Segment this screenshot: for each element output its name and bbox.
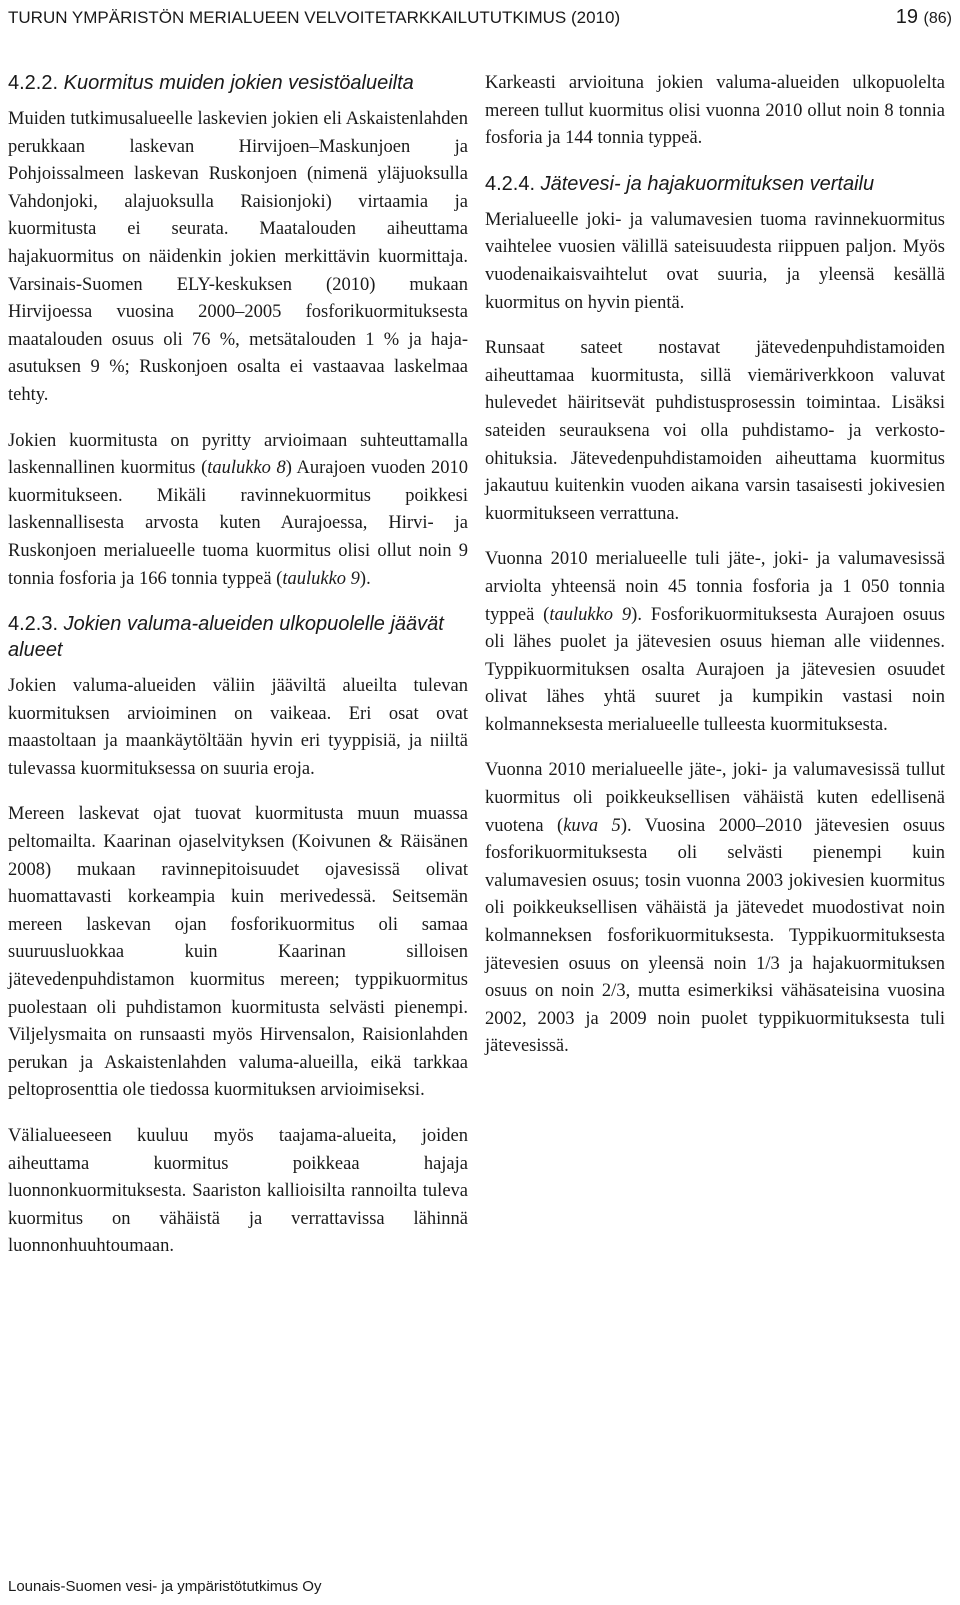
left-column: [8, 70, 468, 1279]
paragraph: [485, 757, 945, 1061]
section-title: Kuormitus muiden jokien vesistöalueilta: [63, 72, 414, 94]
paragraph: Jokien valuma-alueiden väliin jääviltä alueilta tulevan kuormituksen arvioiminen on vaikeaa. Eri osat ovat maastoltaan ja maankäytöltään hyvin eri tyyppisiä, ja niiltä tulevassa kuormituksessa on suuria eroja.: [8, 676, 468, 779]
page-number-total: (86): [923, 10, 952, 27]
page-number: [896, 6, 952, 29]
figure-reference: kuva 5: [563, 815, 621, 836]
page-number-current: 19: [895, 6, 918, 28]
section-heading-4-2-2: [8, 70, 468, 96]
paragraph: Muiden tutkimusalueelle laskevien jokien eli Askaistenlahden perukkaan laskevan Hirvijoen–Maskunjoen ja Pohjoissalmeen laskevan Ruskonjoen (nimenä yläjuoksulla Vahdonjoki, alajuoksulla Raisionjoki) virtaamia ja kuormitusta ei seurata. Maatalouden aiheuttama hajakuormitus on näidenkin jokien merkittävin kuormittaja. Varsinais-Suomen ELY-keskuksen (2010) mukaan Hirvijoessa vuosina 2000–2005 fosforikuormituksesta maatalouden osuus oli 76 %, metsätalouden 1 % ja haja-asutuksen 9 %; Ruskonjoen osalta ei vastaavaa laskelmaa tehty.: [8, 109, 468, 405]
page-footer: Lounais-Suomen vesi- ja ympäristötutkimus Oy: [8, 1578, 322, 1595]
paragraph: [8, 428, 468, 594]
table-reference: taulukko 8: [207, 458, 286, 479]
paragraph: Mereen laskevat ojat tuovat kuormitusta muun muassa peltomailta. Kaarinan ojaselvityksen (Koivunen & Räisänen 2008) mukaan ravinnepitoisuudet ojavesissä olivat huomattavasti korkeampia kuin merivedessä. Seitsemän mereen laskevan ojan fosforikuormitus oli samaa suuruusluokkaa kuin Kaarinan silloisen jätevedenpuhdistamon kuormitus mereen; typpikuormitus puolestaan oli puhdistamon kuormitusta selvästi pienempi. Viljelysmaita on runsaasti myös Hirvensalon, Raisionlahden perukan ja Askaistenlahden valuma-alueilla, eikä tarkkaa peltoprosenttia ole tiedossa kuormituksen arvioimiseksi.: [8, 804, 468, 1101]
paragraph: Välialueeseen kuuluu myös taajama-alueita, joiden aiheuttama kuormitus poikkeaa hajaja luonnonkuormituksesta. Saariston kallioisilta rannoilta tuleva kuormitus on vähäistä ja verrattavissa lähinnä luonnonhuuhtoumaan.: [8, 1126, 468, 1257]
section-number: 4.2.3.: [8, 613, 59, 636]
text-run: ) Aurajoen vuoden 2010 kuormitukseen. Mikäli ravinnekuormitus poikkesi laskennallisesta arvosta kuten Aurajoessa, Hirvi- ja Ruskonjoen merialueelle tuoma kuormitus olisi ollut noin 9 tonnia fosforia ja 166 tonnia typpeä (: [8, 458, 468, 589]
text-run: Jokien kuormitusta on pyritty arvioimaan suhteuttamalla laskennallinen kuormitus (: [8, 430, 468, 479]
section-title: Jokien valuma-alueiden ulkopuolelle jäävät alueet: [8, 613, 444, 662]
section-heading-4-2-4: [485, 171, 945, 197]
paragraph: Runsaat sateet nostavat jätevedenpuhdistamoiden aiheuttamaa kuormitusta, sillä viemäriverkkoon valuvat hulevedet häiritsevät puhdistusprosessin toimintaa. Lisäksi sateiden seurauksena voi olla puhdistamo- ja verkosto-ohituksia. Jätevedenpuhdistamoiden aiheuttama kuormitus jakautuu kuitenkin vuoden aikana varsin tasaisesti jokivesien kuormitukseen verrattuna.: [485, 338, 945, 524]
page-header: [8, 4, 952, 32]
text-run: Vuonna 2010 merialueelle jäte-, joki- ja valumavesissä tullut kuormitus oli poikkeuksellisen vähäistä kuten edellisenä vuotena (: [485, 760, 945, 836]
section-number: 4.2.2.: [8, 72, 59, 94]
text-run: Vuonna 2010 merialueelle tuli jäte-, joki- ja valumavesissä arviolta yhteensä noin 45 tonnia fosforia ja 1 050 tonnia typpeä (: [485, 549, 945, 625]
paragraph: Merialueelle joki- ja valumavesien tuoma ravinnekuormitus vaihtelee vuosien välillä sateisuudesta riippuen paljon. Myös vuodenaikaisvaihtelut ovat suuria, ja yleensä kesällä kuormitus on hyvin pientä.: [485, 209, 945, 313]
text-run: ). Fosforikuormituksesta Aurajoen osuus oli lähes puolet ja jätevesien osuus hieman alle viidennes. Typpikuormituksen osalta Aurajoen ja jätevesien osuudet olivat lähes yhtä suuret ja kumpikin vastasi noin kolmanneksesta merialueelle tulleesta kuormituksesta.: [485, 604, 945, 735]
table-reference: taulukko 9: [282, 568, 360, 589]
text-run: ). Vuosina 2000–2010 jätevesien osuus fosforikuormituksesta oli selvästi pienempi kuin valumavesien osuus; tosin vuonna 2003 jokivesien kuormitus oli poikkeuksellisen vähäistä ja jätevedet muodostivat noin kolmanneksen fosforikuormituksesta. Typpikuormituksesta jätevesien osuus on yleensä noin 1/3 ja hajakuormituksen osuus on noin 2/3, mutta esimerkiksi vähäsateisina vuosina 2002, 2003 ja 2009 noin puolet typpikuormituksesta tuli jätevesissä.: [485, 815, 945, 1057]
section-number: 4.2.4.: [485, 172, 536, 195]
paragraph: Karkeasti arvioituna jokien valuma-alueiden ulkopuolelta mereen tullut kuormitus olisi vuonna 2010 ollut noin 8 tonnia fosforia ja 144 tonnia typpeä.: [485, 73, 945, 149]
running-title: TURUN YMPÄRISTÖN MERIALUEEN VELVOITETARKKAILUTUTKIMUS (2010): [8, 8, 621, 27]
right-column: [485, 70, 945, 1079]
table-reference: taulukko 9: [549, 604, 632, 625]
section-heading-4-2-3: [8, 611, 468, 663]
paragraph: [485, 546, 945, 739]
section-title: Jätevesi- ja hajakuormituksen vertailu: [540, 172, 875, 195]
text-run: ).: [359, 568, 371, 589]
